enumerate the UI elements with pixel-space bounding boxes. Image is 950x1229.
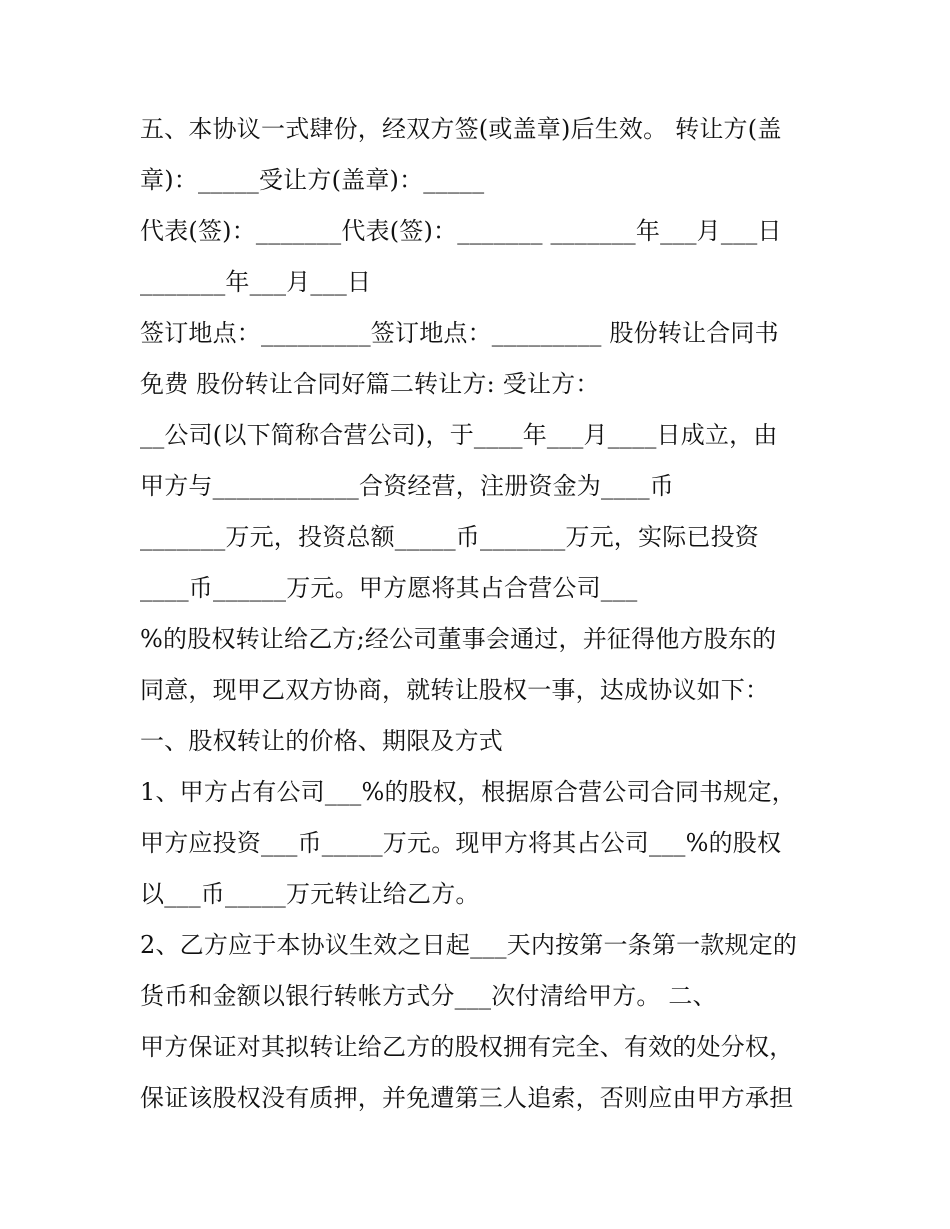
text-line: 保证该股权没有质押，并免遭第三人追索，否则应由甲方承担 [140, 1084, 794, 1112]
text-line: 章)：_____受让方(盖章)：_____ [140, 166, 485, 194]
text-line: 甲方保证对其拟转让给乙方的股权拥有完全、有效的处分权， [140, 1033, 794, 1061]
text-line: 货币和金额以银行转帐方式分___次付清给甲方。 二、 [140, 982, 717, 1010]
text-line: %的股权转让给乙方;经公司董事会通过，并征得他方股东的 [140, 625, 777, 653]
text-line: 2、乙方应于本协议生效之日起___天内按第一条第一款规定的 [140, 931, 798, 959]
text-line: 代表(签)：_______代表(签)：_______ _______年___月___日 [140, 217, 782, 245]
text-line: _______年___月___日 [140, 268, 372, 296]
document-body [140, 104, 830, 1124]
text-line: 五、本协议一式肆份，经双方签(或盖章)后生效。 转让方(盖 [140, 115, 782, 143]
text-line: 签订地点：_________签订地点：_________ 股份转让合同书 [140, 319, 779, 347]
text-line: 甲方应投资___币_____万元。现甲方将其占公司___%的股权 [140, 829, 782, 857]
text-line: 免费 股份转让合同好篇二转让方: 受让方： [140, 370, 600, 398]
text-line: 以___币_____万元转让给乙方。 [140, 880, 480, 908]
text-line: 甲方与____________合资经营，注册资金为____币 [140, 472, 674, 500]
section-heading: 一、股权转让的价格、期限及方式 [140, 727, 503, 755]
text-line: 1、甲方占有公司___%的股权，根据原合营公司合同书规定， [140, 778, 796, 806]
text-line: 同意，现甲乙双方协商，就转让股权一事，达成协议如下： [140, 676, 770, 704]
text-line: ____币______万元。甲方愿将其占合营公司___ [140, 574, 638, 602]
text-line: _______万元，投资总额_____币_______万元，实际已投资 [140, 523, 759, 551]
text-line: __公司(以下简称合营公司)，于____年___月____日成立，由 [140, 421, 778, 449]
